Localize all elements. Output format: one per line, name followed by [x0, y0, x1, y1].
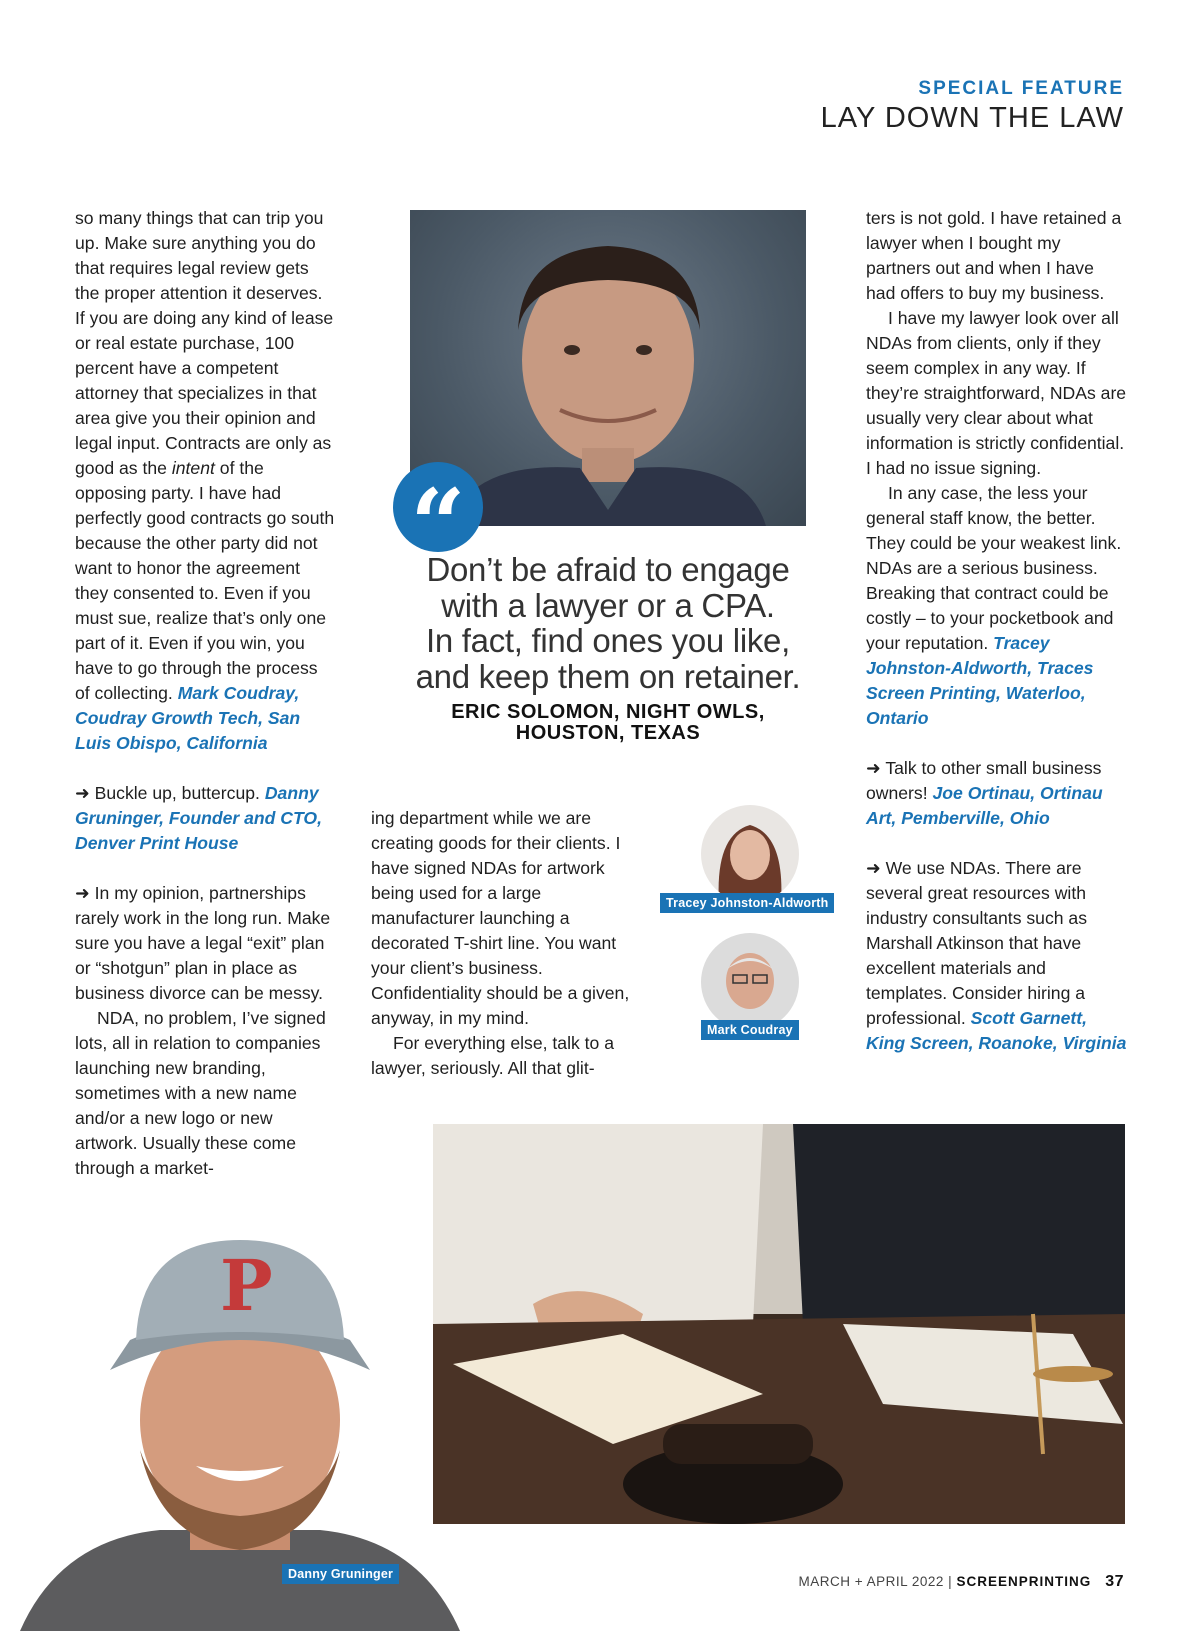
lawyer-desk-photo [433, 1124, 1125, 1524]
attribution: Joe Ortinau, Ortinau Art, Pemberville, Ohio [866, 783, 1103, 828]
issue-date: MARCH + APRIL 2022 | [798, 1574, 957, 1589]
tracey-caption: Tracey Johnston-Aldworth [660, 893, 834, 913]
pull-quote: Don’t be afraid to engage with a lawyer or a CPA. In fact, find ones you like, and keep them on retainer. [415, 551, 801, 695]
paragraph: ters is not gold. I have retained a lawyer when I bought my partners out and when I have had offers to buy my business. [866, 208, 1122, 303]
tracey-headshot [701, 805, 799, 903]
paragraph: In any case, the less your general staff know, the better. They could be your weakest link. NDAs are a serious business. Breaking that contract could be costly – to your pocketbook and your reputation. Tracey Johnston-Aldworth, Traces Screen Printing, Waterloo, Ontario [866, 483, 1122, 728]
arrow-bullet-icon: ➜ [75, 783, 90, 803]
page-footer [798, 1573, 1124, 1591]
quote-mark-icon: “ [393, 462, 483, 552]
paragraph: ➜ Buckle up, buttercup. Danny Gruninger, Founder and CTO, Denver Print House [75, 783, 322, 853]
page-number: 37 [1105, 1573, 1124, 1590]
arrow-bullet-icon: ➜ [866, 858, 881, 878]
attribution: Mark Coudray, Coudray Growth Tech, San Luis Obispo, California [75, 683, 301, 753]
article-column-2 [371, 806, 641, 1081]
mark-headshot [701, 933, 799, 1031]
paragraph: For everything else, talk to a lawyer, seriously. All that glit- [371, 1033, 615, 1078]
article-column-1 [75, 206, 337, 1181]
article-column-3 [866, 206, 1128, 1056]
pull-quote-source: ERIC SOLOMON, NIGHT OWLS, HOUSTON, TEXAS [451, 701, 765, 744]
section-kicker: SPECIAL FEATURE [918, 78, 1124, 99]
arrow-bullet-icon: ➜ [866, 758, 881, 778]
section-title: LAY DOWN THE LAW [820, 102, 1124, 134]
paragraph: ➜ Talk to other small business owners! Joe Ortinau, Ortinau Art, Pemberville, Ohio [866, 758, 1103, 828]
danny-caption: Danny Gruninger [282, 1564, 399, 1584]
magazine-name: SCREENPRINTING [956, 1574, 1092, 1589]
attribution: Scott Garnett, King Screen, Roanoke, Virginia [866, 1008, 1127, 1053]
section-header [821, 78, 1124, 135]
paragraph: ➜ We use NDAs. There are several great resources with industry consultants such as Marshall Atkinson that have excellent materials and templates. Consider hiring a professional. Scott Garnett, King Screen, Roanoke, Virginia [866, 858, 1127, 1053]
mark-caption: Mark Coudray [701, 1020, 799, 1040]
paragraph: so many things that can trip you up. Make sure anything you do that requires legal review gets the proper attention it deserves. If you are doing any kind of lease or real estate purchase, 100 percent have a competent attorney that specializes in that area give you their opinion and legal input. Contracts are only as good as the intent of the opposing party. I have had perfectly good contracts go south because the other party did not want to honor the agreement they consented to. Even if you must sue, realize that’s only one part of it. Even if you win, you have to go through the process of collecting. Mark Coudray, Coudray Growth Tech, San Luis Obispo, California [75, 208, 335, 753]
paragraph: ing department while we are creating goods for their clients. I have signed NDAs for artwork being used for a large manufacturer launching a decorated T-shirt line. You want your client’s business. Confidentiality should be a given, anyway, in my mind. [371, 808, 630, 1028]
paragraph: NDA, no problem, I’ve signed lots, all in relation to companies launching new branding, sometimes with a new name and/or a new logo or new artwork. Usually these come through a market- [75, 1008, 326, 1178]
attribution: Tracey Johnston-Aldworth, Traces Screen Printing, Waterloo, Ontario [866, 633, 1094, 728]
attribution: Danny Gruninger, Founder and CTO, Denver Print House [75, 783, 322, 853]
svg-text:P: P [220, 1244, 273, 1327]
paragraph: ➜ In my opinion, partnerships rarely work in the long run. Make sure you have a legal “exit” plan or “shotgun” plan in place as business divorce can be messy. [75, 883, 331, 1003]
arrow-bullet-icon: ➜ [75, 883, 90, 903]
paragraph: I have my lawyer look over all NDAs from clients, only if they seem complex in any way. If they’re straightforward, NDAs are usually very clear about what information is strictly confidential. I had no issue signing. [866, 308, 1127, 478]
